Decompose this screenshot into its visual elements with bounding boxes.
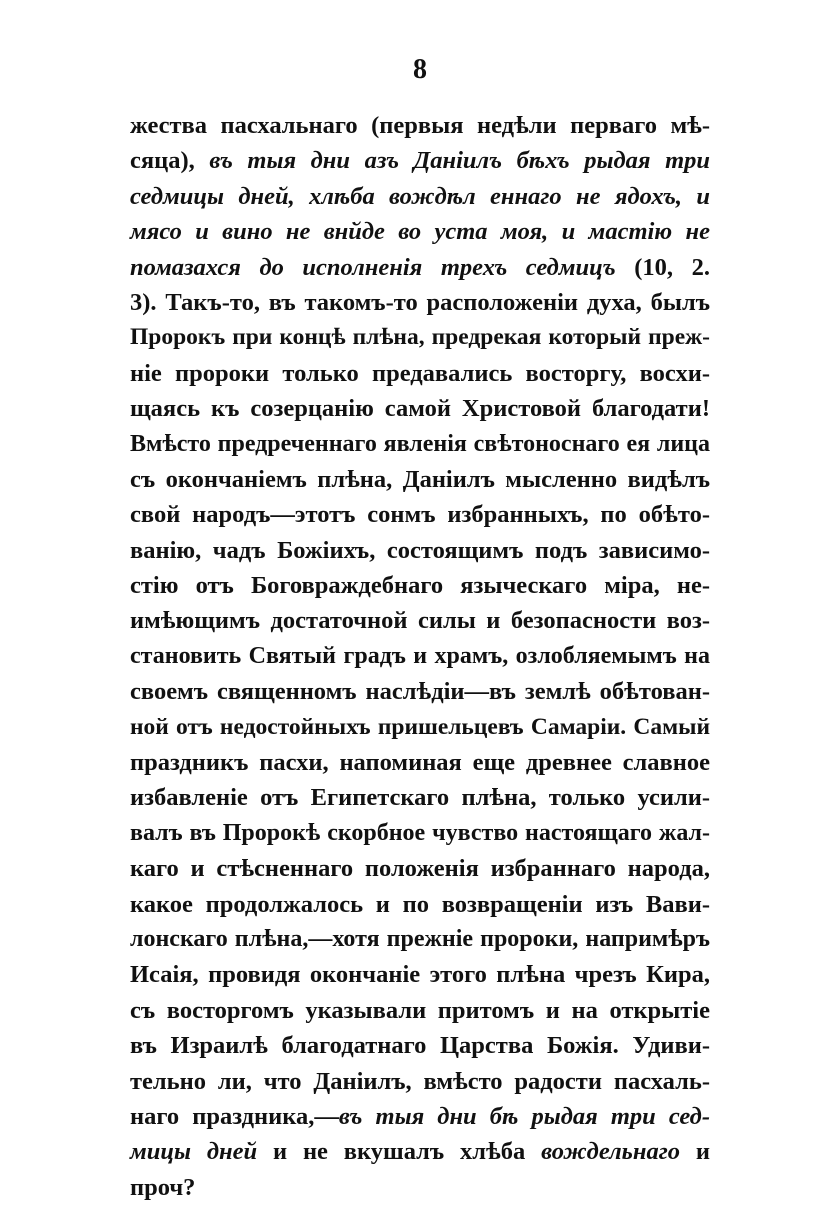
text-segment: съ восторгомъ указывали притомъ и на открытіе bbox=[130, 996, 710, 1024]
text-segment: каго и стѣсненнаго положенія избраннаго народа, bbox=[130, 855, 710, 883]
text-segment-italic: въ тыя дни азъ Даніилъ бѣхъ рыдая три bbox=[209, 147, 711, 175]
text-line bbox=[130, 1064, 710, 1099]
text-segment: съ окончаніемъ плѣна, Даніилъ мысленно видѣлъ bbox=[130, 465, 710, 493]
text-segment: свой народъ—этотъ сонмъ избранныхъ, по обѣто- bbox=[130, 501, 710, 529]
text-segment: наго праздника,— bbox=[130, 1102, 339, 1130]
text-segment: жества пасхальнаго (первыя недѣли перваго мѣ- bbox=[130, 112, 710, 139]
text-segment-italic: мицы дней bbox=[130, 1138, 258, 1166]
text-line bbox=[130, 497, 710, 532]
text-segment: избавленіе отъ Египетскаго плѣна, только усили- bbox=[130, 784, 710, 812]
text-segment: ніе пророки только предавались восторгу, восхи- bbox=[130, 359, 710, 387]
text-segment-italic: въ тыя дни бѣ рыдая три сед- bbox=[338, 1102, 710, 1130]
text-line bbox=[130, 285, 710, 320]
text-line bbox=[130, 816, 710, 851]
text-line bbox=[130, 780, 710, 815]
text-segment: лонскаго плѣна,—хотя прежніе пророки, напримѣръ bbox=[130, 925, 710, 952]
text-line bbox=[130, 851, 710, 886]
text-line bbox=[130, 1170, 710, 1205]
text-line bbox=[130, 427, 710, 462]
text-line bbox=[130, 568, 710, 603]
text-segment: своемъ священномъ наслѣдіи—въ землѣ обѣтован- bbox=[130, 678, 710, 706]
text-segment: и не вкушалъ хлѣба bbox=[257, 1138, 542, 1166]
text-segment: валъ въ Пророкѣ скорбное чувство настоящаго жал- bbox=[130, 819, 710, 846]
text-segment: (10, 2. bbox=[615, 253, 710, 281]
text-line bbox=[130, 108, 710, 143]
text-line bbox=[130, 957, 710, 992]
text-segment: какое продолжалось и по возвращеніи изъ Вави- bbox=[130, 890, 710, 918]
text-segment: сяца), bbox=[130, 147, 210, 175]
text-line bbox=[130, 462, 710, 497]
text-segment: имѣющимъ достаточной силы и безопасности воз- bbox=[130, 607, 710, 635]
text-line bbox=[130, 356, 710, 391]
text-line bbox=[130, 320, 710, 355]
text-line bbox=[130, 214, 710, 249]
text-line bbox=[130, 674, 710, 709]
text-line bbox=[130, 179, 710, 214]
text-line bbox=[130, 1028, 710, 1063]
text-segment: стію отъ Боговраждебнаго языческаго міра, не- bbox=[130, 572, 710, 600]
text-segment: и bbox=[680, 1138, 710, 1166]
text-segment: Исаія, провидя окончаніе этого плѣна чрезъ Кира, bbox=[130, 961, 710, 989]
text-line bbox=[130, 887, 710, 922]
text-line bbox=[130, 922, 710, 957]
text-line bbox=[130, 639, 710, 674]
text-line bbox=[130, 993, 710, 1028]
text-segment: становить Святый градъ и храмъ, озлобляемымъ на bbox=[130, 642, 710, 669]
text-line bbox=[130, 1134, 710, 1169]
text-line bbox=[130, 603, 710, 638]
text-segment: Вмѣсто предреченнаго явленія свѣтоноснаго ея лица bbox=[130, 430, 710, 457]
text-segment-italic: вождельнаго bbox=[541, 1138, 681, 1166]
text-segment: ной отъ недостойныхъ пришельцевъ Самаріи. Самый bbox=[130, 713, 710, 740]
body-text bbox=[130, 108, 710, 1205]
text-line bbox=[130, 533, 710, 568]
text-segment: тельно ли, что Даніилъ, вмѣсто радости пасхаль- bbox=[130, 1067, 710, 1095]
text-line bbox=[130, 143, 710, 178]
text-segment-italic: седмицы дней, хлѣба вождѣл еннаго не ядохъ, и bbox=[130, 182, 710, 210]
page-number: 8 bbox=[413, 54, 427, 85]
text-line bbox=[130, 250, 710, 285]
text-line bbox=[130, 391, 710, 426]
text-segment: щаясь къ созерцанію самой Христовой благодати! bbox=[130, 395, 710, 423]
text-segment: въ Израилѣ благодатнаго Царства Божія. Удиви- bbox=[130, 1032, 710, 1060]
text-segment: проч? bbox=[130, 1173, 196, 1201]
text-line bbox=[130, 745, 710, 780]
text-segment: праздникъ пасхи, напоминая еще древнее славное bbox=[130, 749, 710, 777]
text-segment-italic: мясо и вино не внйде во уста моя, и мастію не bbox=[130, 218, 710, 246]
text-segment: ванію, чадъ Божіихъ, состоящимъ подъ зависимо- bbox=[130, 536, 710, 564]
text-segment-italic: помазахся до исполненія трехъ седмицъ bbox=[130, 253, 616, 281]
text-segment: Пророкъ при концѣ плѣна, предрекая который преж- bbox=[130, 324, 710, 351]
text-line bbox=[130, 1099, 710, 1134]
text-segment: 3). Такъ-то, въ такомъ-то расположеніи духа, былъ bbox=[130, 288, 710, 316]
text-line bbox=[130, 710, 710, 745]
